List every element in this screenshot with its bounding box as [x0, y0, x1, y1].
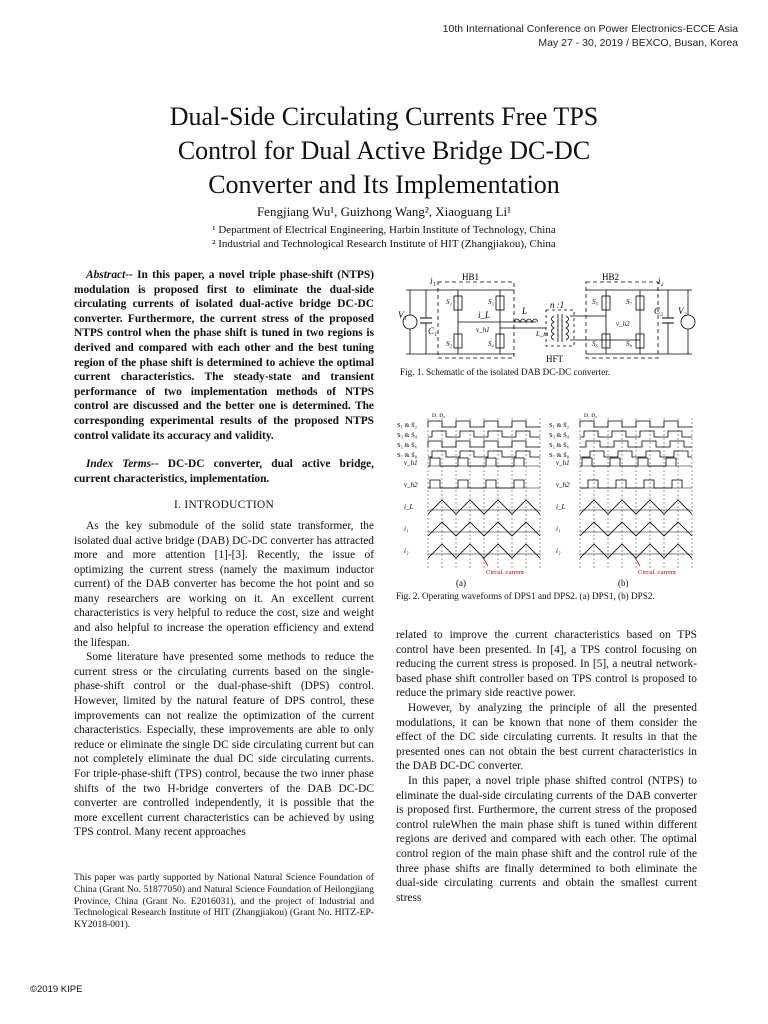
intro-paragraph-2: Some literature have presented some methods to reduce the current stress or the circulating currents based on the single-phase-shift control or the dual-phase-shift (DPS) control. However, limited by the natural feature of DPS control, these improvements can not realize the optimization of the current characteristics. Especially, these improvements are able to only reduce or eliminate the single DC side circulating current but can not completely eliminate the dual DC side circulating currents. For triple-phase-shift (TPS) control, because the two inner phase shifts of the two H-bridge converters of the DAB DC-DC converter are controlled independently, it is possible that the more excellent current characteristics can be achieved by using TPS control. Many recent approaches [74, 651, 374, 839]
label-s6: S₆ [592, 340, 598, 348]
label-s1: S₁ [446, 298, 452, 306]
section-heading: I. INTRODUCTION [173, 499, 275, 512]
fig2-waveforms [396, 410, 700, 588]
a-gate-label-4: S₇ & S̄₈ [397, 452, 418, 459]
v2-source [681, 315, 695, 329]
affiliation-2: ² Industrial and Technological Research Institute of HIT (Zhangjiakou), China [212, 238, 556, 250]
a-circ-label: Circul. current [486, 569, 524, 576]
b-gate-label-1: S₁ & S̄₂ [549, 422, 570, 429]
a-gate-wave-1 [428, 421, 540, 427]
label-lm: L_m [536, 330, 549, 338]
b-wave-label-4: i₁ [556, 525, 561, 533]
b-wave-2 [580, 480, 682, 488]
paper-title [60, 100, 708, 202]
label-hb2: HB2 [602, 272, 620, 282]
conference-line-2: May 27 - 30, 2019 / BEXCO, Busan, Korea [538, 37, 738, 49]
fig2-caption: Fig. 2. Operating waveforms of DPS1 and DPS2. (a) DPS1, (b) DPS2. [396, 591, 655, 601]
a-gate-label-1: S₁ & S̄₂ [397, 422, 418, 429]
label-hft: HFT [546, 354, 564, 364]
a-wave-4 [428, 522, 540, 536]
index-terms [74, 457, 374, 486]
a-gate-wave-3 [428, 441, 540, 447]
right-paragraph-2: However, by analyzing the principle of all the presented modulations, it can be known that none of them consider the effect of the DC side circulating currents. It results in that the presented ones can not obtain the best current characteristics in the DAB DC-DC converter. [396, 701, 697, 773]
label-v1: V₁ [398, 310, 407, 320]
b-gate-label-3: S₅ & S̄₆ [549, 442, 570, 449]
b-wave-label-5: i₂ [556, 547, 561, 555]
a-wave-label-4: i₁ [404, 525, 409, 533]
title-line-1: Dual-Side Circulating Currents Free TPS [169, 102, 599, 131]
label-s7: S₇ [626, 298, 632, 306]
b-gate-label-2: S₃ & S̄₄ [549, 432, 570, 439]
label-c1: C₁ [428, 326, 438, 336]
conference-header [443, 22, 738, 50]
index-terms-label: Index Terms-- [86, 458, 159, 471]
a-wave-label-5: i₂ [404, 547, 409, 555]
footnote: This paper was partly supported by National Natural Science Foundation of China (Grant No. 51877050) and Natural Science Foundation of Heilongjiang Province, China (Grant No. E2016031), and the project of Industrial and Technological Research Institute of HIT (Zhangjiakou) (Grant No. HITZ-EP-KY2018-001). [74, 872, 374, 931]
b-wave-4 [580, 522, 692, 536]
conference-line-1: 10th International Conference on Power Electronics-ECCE Asia [442, 23, 738, 35]
index-terms-text: DC-DC converter, dual active bridge, current characteristics, implementation. [74, 458, 374, 485]
label-vh2: v_h2 [616, 320, 630, 328]
label-i2: i₂ [658, 276, 664, 286]
fig2-panel-a [397, 413, 540, 576]
b-wave-1 [580, 458, 676, 466]
a-gate-label-3: S₅ & S̄₆ [397, 442, 418, 449]
inductor-l [514, 319, 538, 322]
right-column [396, 628, 697, 905]
b-wave-label-3: i_L [556, 503, 566, 511]
intro-paragraph-1: As the key submodule of the solid state transformer, the isolated dual active bridge (DAB) DC-DC converter has attracted more and more attention [1]-[3]. Recently, the issue of optimizing the current stress (namely the maximum inductor current) of the DAB converter has become the hot point and so many researchers are working on it. An excellent current characteristics is very helpful to reduce the cost, size and weight and also helpful to increase the operation efficiency and extend the lifespan. [74, 519, 374, 649]
affiliation-1: ¹ Department of Electrical Engineering, Harbin Institute of Technology, China [212, 224, 556, 236]
a-wave-label-2: v_h2 [404, 481, 418, 489]
title-line-2: Control for Dual Active Bridge DC-DC [177, 136, 591, 165]
label-c2: C₂ [654, 306, 664, 316]
abstract-text: In this paper, a novel triple phase-shift (NTPS) modulation is proposed first to eliminate the dual-side circulating currents of isolated dual-active bridge DC-DC converter. Furthermore, the current stress of the proposed NTPS control when the phase shift is tuned in two regions is derived and compared with each other and the best tuning region of the phase shift is determined to achieve the optimal current characteristics. The steady-state and transient performance of two implementation methods of NTPS control are discussed and the better one is determined. The corresponding experimental results of the proposed NTPS control validate its accuracy and validity. [74, 269, 374, 442]
b-gate-label-4: S₇ & S̄₈ [549, 452, 570, 459]
right-paragraph-3: In this paper, a novel triple phase shifted control (NTPS) to eliminate the dual-side circulating currents of the DAB converter is proposed first. Furthermore, the current stress of the proposed control ruleWhen the main phase shift is tuned within different regions are derived and compared with each other. The optimal control region of the main phase shift and the control rule of the three phase shifts are finally determined to both eliminate the dual-side circulating currents and obtain the smallest current stress [396, 774, 697, 904]
abstract-label: Abstract-- [86, 269, 133, 281]
a-wave-label-1: v_h1 [404, 459, 418, 467]
a-d-labels: D₁ D₂ [432, 413, 446, 419]
fig1-schematic [396, 270, 700, 366]
b-circ-label: Circul. current [638, 569, 676, 576]
b-wave-label-1: v_h1 [556, 459, 570, 467]
copyright: ©2019 KIPE [30, 984, 83, 995]
a-wave-1 [428, 458, 524, 466]
label-il: i_L [478, 310, 491, 320]
a-wave-2 [428, 480, 524, 488]
a-gate-label-2: S₃ & S̄₄ [397, 432, 418, 439]
label-hb1: HB1 [462, 272, 480, 282]
fig1-caption: Fig. 1. Schematic of the isolated DAB DC-DC converter. [400, 367, 610, 377]
b-gate-wave-1 [580, 421, 692, 427]
right-paragraph-1: related to improve the current characteristics based on TPS control have been presented. In [4], a TPS control focusing on reducing the current stress is proposed. In [5], a neutral network-based phase shift controller based on TPS control is proposed to reduce the primary side reactive power. [396, 629, 697, 700]
hft-box [546, 310, 574, 346]
left-column [74, 268, 374, 840]
fig2-panel-b [549, 413, 692, 576]
label-s2: S₂ [446, 340, 452, 348]
b-wave-label-2: v_h2 [556, 481, 570, 489]
authors: Fengjiang Wu¹, Guizhong Wang², Xiaoguang Li¹ [256, 204, 512, 219]
fig2-sub-a: (a) [456, 578, 466, 588]
abstract [74, 268, 374, 443]
a-wave-label-3: i_L [404, 503, 414, 511]
label-v2: V₂ [678, 306, 687, 316]
label-ratio: n :1 [550, 300, 565, 310]
label-s4: S₄ [488, 340, 494, 348]
label-s5: S₅ [592, 298, 598, 306]
transformer-secondary [566, 316, 569, 340]
b-d-labels: D₁ D₂ [584, 413, 598, 419]
label-vh1: v_h1 [476, 326, 490, 334]
transformer-primary [552, 316, 555, 340]
label-i1: i₁ [430, 276, 436, 286]
label-l: L [522, 306, 528, 316]
fig2-sub-b: (b) [618, 578, 629, 588]
title-line-3: Converter and Its Implementation [208, 170, 560, 199]
label-s3: S₃ [488, 298, 494, 306]
label-s8: S₈ [626, 340, 632, 348]
